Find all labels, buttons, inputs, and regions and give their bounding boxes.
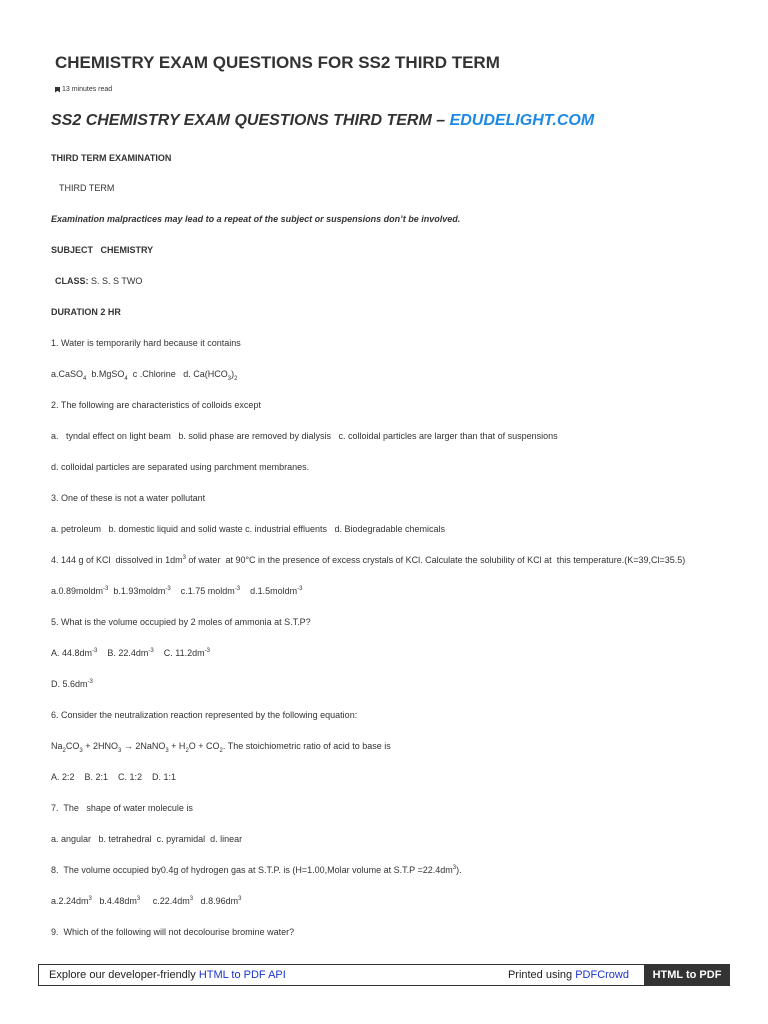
read-time — [55, 86, 112, 93]
pdfcrowd-footer — [38, 964, 730, 986]
question-5-options: A. $44.8dm^{-3}$ B. $22.4dm^{-3}$ C. $11.2dm^{-3}$ — [51, 648, 210, 658]
duration-line: DURATION 2 HR — [51, 307, 121, 317]
question-9: 9. Which of the following will not decolourise bromine water? — [51, 927, 295, 937]
class-line — [55, 276, 142, 286]
exam-heading: THIRD TERM EXAMINATION — [51, 153, 172, 163]
html-to-pdf-button[interactable]: HTML to PDF — [644, 964, 730, 986]
question-7: 7. The shape of water molecule is — [51, 803, 193, 813]
question-6: 6. Consider the neutralization reaction represented by the following equation: — [51, 710, 358, 720]
question-2-options-b: d. colloidal particles are separated using parchment membranes. — [51, 462, 310, 472]
question-7-options: a. angular b. tetrahedral c. pyramidal d. linear — [51, 834, 243, 844]
footer-explore-text — [49, 969, 286, 981]
question-4: 4. 144 g of KCl dissolved in $1dm^3$ of water at 90°C in the presence of excess crystals of KCl. Calculate the solubility of KCl at this temperature.(K=39,Cl=35.5) — [51, 555, 686, 565]
subtitle-text: SS2 CHEMISTRY EXAM QUESTIONS THIRD TERM – — [51, 112, 450, 129]
question-6-options: A. 2:2 B. 2:1 C. 1:2 D. 1:1 — [51, 772, 177, 782]
bookmark-icon — [55, 87, 60, 93]
class-label: CLASS: — [55, 276, 89, 286]
page-title: CHEMISTRY EXAM QUESTIONS FOR SS2 THIRD TERM — [55, 53, 500, 72]
question-3: 3. One of these is not a water pollutant — [51, 493, 206, 503]
question-2-options-a: a. tyndal effect on light beam b. solid phase are removed by dialysis c. colloidal particles are larger than that of suspensions — [51, 431, 558, 441]
article-subtitle — [51, 112, 594, 130]
question-1-options: a.CaSO$_4$ b.MgSO$_4$ c .Chlorine d. $Ca(HCO_3)_2$ — [51, 369, 238, 382]
question-3-options: a. petroleum b. domestic liquid and solid waste c. industrial effluents d. Biodegradable chemicals — [51, 524, 446, 534]
question-1: 1. Water is temporarily hard because it contains — [51, 338, 241, 348]
edudelight-link[interactable]: EDUDELIGHT.COM — [449, 112, 595, 129]
footer-explore-label: Explore our developer-friendly — [49, 969, 199, 981]
question-5-option-d: D. $5.6dm^{-3}$ — [51, 679, 93, 689]
pdfcrowd-link[interactable]: PDFCrowd — [575, 969, 629, 981]
question-2: 2. The following are characteristics of colloids except — [51, 400, 261, 410]
subject-line: SUBJECT CHEMISTRY — [51, 245, 154, 255]
question-5: 5. What is the volume occupied by 2 moles of ammonia at S.T.P? — [51, 617, 311, 627]
malpractice-warning: Examination malpractices may lead to a repeat of the subject or suspensions don’t be involved. — [51, 214, 461, 224]
question-8: 8. The volume occupied by0.4g of hydrogen gas at S.T.P. is (H=1.00,Molar volume at $S.T.P =22.4dm^3$). — [51, 865, 462, 875]
html-to-pdf-api-link[interactable]: HTML to PDF API — [198, 969, 286, 981]
question-4-options: a.0.89moldm$^{-3}$ b.1.93moldm$^{-3}$ c.1.75 moldm$^{-3}$ d.1.5moldm$^{-3}$ — [51, 586, 303, 596]
question-8-options: $a.2.24dm^3$ $b.4.48dm^3$ $c.22.4dm^3$ $d.8.96dm^3$ — [51, 896, 242, 906]
read-time-label: 13 minutes read — [62, 86, 113, 93]
term-label: THIRD TERM — [59, 183, 115, 193]
footer-printed-text — [508, 969, 629, 981]
class-value: S. S. S TWO — [88, 276, 143, 286]
footer-printed-label: Printed using — [507, 969, 576, 981]
question-6-equation: $Na_2CO_3 + 2HNO_3$ → 2NaNO$_3$ + $H_2O + CO_2$. The stoichiometric ratio of acid to base is — [51, 741, 391, 754]
